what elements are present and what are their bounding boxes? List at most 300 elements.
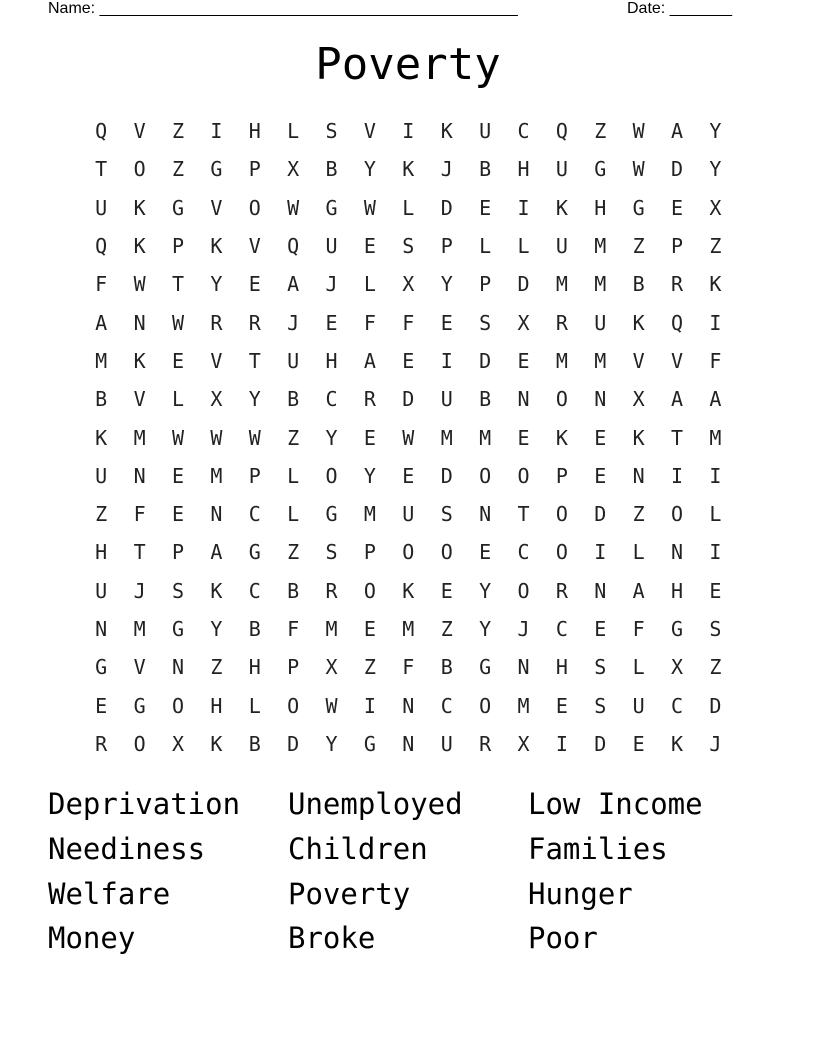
grid-letter: O bbox=[555, 540, 568, 565]
word-list-item: Families bbox=[528, 832, 668, 867]
grid-letter: I bbox=[517, 195, 530, 220]
grid-letter: N bbox=[171, 655, 184, 680]
grid-letter: W bbox=[632, 157, 645, 182]
grid-letter: K bbox=[671, 731, 684, 756]
grid-letter: M bbox=[133, 425, 146, 450]
grid-letter: N bbox=[671, 540, 684, 565]
grid-letter: F bbox=[402, 655, 415, 680]
grid-letter: O bbox=[133, 157, 146, 182]
grid-letter: A bbox=[632, 578, 645, 603]
grid-letter: E bbox=[171, 348, 184, 373]
grid-letter: T bbox=[517, 502, 530, 527]
grid-letter: D bbox=[440, 195, 453, 220]
grid-letter: E bbox=[171, 463, 184, 488]
grid-letter: M bbox=[555, 272, 568, 297]
grid-letter: C bbox=[248, 578, 261, 603]
grid-letter: B bbox=[479, 157, 492, 182]
grid-letter: L bbox=[287, 119, 300, 144]
word-list-item: Money bbox=[48, 921, 136, 956]
grid-letter: G bbox=[133, 693, 146, 718]
grid-letter: H bbox=[517, 157, 530, 182]
grid-letter: Z bbox=[594, 119, 607, 144]
grid-letter: Z bbox=[287, 425, 300, 450]
grid-letter: W bbox=[632, 119, 645, 144]
grid-letter: O bbox=[363, 578, 376, 603]
grid-letter: K bbox=[402, 157, 415, 182]
grid-letter: G bbox=[171, 617, 184, 641]
grid-letter: M bbox=[555, 348, 568, 373]
grid-letter: W bbox=[363, 195, 376, 220]
grid-letter: G bbox=[210, 157, 223, 182]
grid-letter: U bbox=[287, 348, 300, 373]
grid-letter: M bbox=[325, 617, 338, 641]
grid-letter: V bbox=[632, 348, 645, 373]
grid-letter: Z bbox=[632, 234, 645, 259]
grid-letter: I bbox=[709, 310, 722, 335]
word-list bbox=[48, 782, 768, 961]
grid-letter: V bbox=[210, 348, 223, 373]
grid-letter: E bbox=[709, 578, 722, 603]
grid-letter: J bbox=[133, 578, 146, 603]
grid-letter: I bbox=[440, 348, 453, 373]
grid-letter: W bbox=[402, 425, 415, 450]
grid-letter: D bbox=[594, 502, 607, 527]
grid-letter: S bbox=[594, 693, 607, 718]
grid-letter: R bbox=[363, 387, 376, 412]
grid-letter: N bbox=[133, 463, 146, 488]
grid-letter: B bbox=[287, 387, 300, 412]
grid-letter: M bbox=[402, 617, 415, 641]
grid-letter: U bbox=[594, 310, 607, 335]
grid-letter: Y bbox=[325, 425, 338, 450]
grid-letter: U bbox=[95, 578, 108, 603]
grid-letter: S bbox=[325, 119, 338, 144]
word-list-item: Low Income bbox=[528, 787, 703, 822]
grid-letter: R bbox=[479, 731, 492, 756]
grid-letter: V bbox=[671, 348, 684, 373]
grid-letter: N bbox=[95, 617, 108, 641]
grid-letter: F bbox=[287, 617, 300, 641]
grid-letter: X bbox=[671, 655, 684, 680]
grid-letter: E bbox=[440, 310, 453, 335]
grid-letter: Q bbox=[671, 310, 684, 335]
grid-letter: Q bbox=[287, 234, 300, 259]
grid-letter: U bbox=[479, 119, 492, 144]
grid-letter: E bbox=[479, 540, 492, 565]
grid-letter: A bbox=[671, 119, 684, 144]
grid-letter: I bbox=[709, 463, 722, 488]
grid-letter: E bbox=[402, 348, 415, 373]
grid-letter: Y bbox=[479, 617, 492, 641]
grid-letter: F bbox=[709, 348, 722, 373]
grid-letter: T bbox=[248, 348, 261, 373]
grid-letter: R bbox=[95, 731, 108, 756]
grid-letter: E bbox=[363, 234, 376, 259]
word-list-item: Poor bbox=[528, 921, 598, 956]
grid-letter: I bbox=[555, 731, 568, 756]
grid-letter: S bbox=[171, 578, 184, 603]
grid-letter: W bbox=[171, 310, 184, 335]
grid-letter: Z bbox=[709, 234, 722, 259]
grid-letter: I bbox=[671, 463, 684, 488]
grid-letter: K bbox=[210, 731, 223, 756]
grid-letter: L bbox=[287, 463, 300, 488]
grid-letter: B bbox=[248, 617, 261, 641]
grid-letter: S bbox=[440, 502, 453, 527]
grid-letter: X bbox=[325, 655, 338, 680]
grid-letter: E bbox=[325, 310, 338, 335]
grid-letter: G bbox=[671, 617, 684, 641]
grid-letter: G bbox=[171, 195, 184, 220]
grid-letter: X bbox=[517, 310, 530, 335]
grid-letter: R bbox=[325, 578, 338, 603]
grid-letter: V bbox=[210, 195, 223, 220]
grid-letter: F bbox=[632, 617, 645, 641]
grid-letter: D bbox=[479, 348, 492, 373]
grid-letter: V bbox=[363, 119, 376, 144]
grid-letter: T bbox=[671, 425, 684, 450]
grid-letter: P bbox=[287, 655, 300, 680]
grid-letter: Z bbox=[287, 540, 300, 565]
grid-letter: E bbox=[594, 617, 607, 641]
grid-letter: A bbox=[709, 387, 722, 412]
grid-letter: C bbox=[555, 617, 568, 641]
grid-letter: P bbox=[171, 540, 184, 565]
grid-letter: G bbox=[594, 157, 607, 182]
grid-letter: E bbox=[517, 425, 530, 450]
grid-letter: H bbox=[555, 655, 568, 680]
grid-letter: L bbox=[709, 502, 722, 527]
grid-letter: X bbox=[632, 387, 645, 412]
grid-letter: E bbox=[517, 348, 530, 373]
grid-letter: O bbox=[440, 540, 453, 565]
grid-letter: M bbox=[363, 502, 376, 527]
grid-letter: P bbox=[555, 463, 568, 488]
grid-letter: M bbox=[709, 425, 722, 450]
grid-letter: L bbox=[248, 693, 261, 718]
word-list-item: Deprivation bbox=[48, 787, 241, 822]
grid-letter: O bbox=[517, 578, 530, 603]
grid-letter: J bbox=[325, 272, 338, 297]
grid-letter: J bbox=[709, 731, 722, 756]
grid-letter: B bbox=[479, 387, 492, 412]
grid-letter: E bbox=[363, 425, 376, 450]
grid-letter: K bbox=[95, 425, 108, 450]
grid-letter: T bbox=[171, 272, 184, 297]
grid-letter: H bbox=[248, 655, 261, 680]
grid-letter: M bbox=[594, 348, 607, 373]
grid-letter: K bbox=[133, 348, 146, 373]
grid-letter: P bbox=[171, 234, 184, 259]
grid-letter: B bbox=[325, 157, 338, 182]
grid-letter: F bbox=[95, 272, 108, 297]
grid-letter: V bbox=[133, 655, 146, 680]
grid-letter: M bbox=[133, 617, 146, 641]
grid-letter: Y bbox=[363, 157, 376, 182]
grid-letter: Y bbox=[479, 578, 492, 603]
grid-letter: N bbox=[517, 387, 530, 412]
grid-letter: M bbox=[440, 425, 453, 450]
grid-letter: V bbox=[133, 387, 146, 412]
grid-letter: K bbox=[210, 234, 223, 259]
grid-letter: O bbox=[479, 693, 492, 718]
grid-letter: T bbox=[95, 157, 108, 182]
grid-letter: C bbox=[325, 387, 338, 412]
grid-letter: Q bbox=[95, 119, 108, 144]
grid-letter: Y bbox=[709, 157, 722, 182]
grid-letter: N bbox=[517, 655, 530, 680]
grid-letter: L bbox=[402, 195, 415, 220]
grid-letter: W bbox=[325, 693, 338, 718]
grid-letter: U bbox=[632, 693, 645, 718]
grid-letter: M bbox=[594, 234, 607, 259]
grid-letter: I bbox=[594, 540, 607, 565]
grid-letter: N bbox=[402, 693, 415, 718]
grid-letter: P bbox=[479, 272, 492, 297]
grid-letter: W bbox=[248, 425, 261, 450]
grid-letter: O bbox=[171, 693, 184, 718]
grid-letter: M bbox=[210, 463, 223, 488]
word-search-grid bbox=[82, 112, 735, 763]
grid-letter: G bbox=[95, 655, 108, 680]
grid-letter: E bbox=[440, 578, 453, 603]
grid-letter: S bbox=[325, 540, 338, 565]
grid-letter: W bbox=[287, 195, 300, 220]
grid-letter: D bbox=[440, 463, 453, 488]
grid-letter: U bbox=[440, 387, 453, 412]
grid-letter: P bbox=[248, 157, 261, 182]
grid-letter: B bbox=[95, 387, 108, 412]
grid-letter: G bbox=[479, 655, 492, 680]
grid-letter: S bbox=[402, 234, 415, 259]
grid-letter: D bbox=[287, 731, 300, 756]
grid-letter: L bbox=[287, 502, 300, 527]
grid-letter: E bbox=[594, 425, 607, 450]
grid-letter: M bbox=[594, 272, 607, 297]
word-list-item: Broke bbox=[288, 921, 376, 956]
grid-letter: A bbox=[95, 310, 108, 335]
word-list-item: Unemployed bbox=[288, 787, 463, 822]
grid-letter: U bbox=[402, 502, 415, 527]
grid-letter: U bbox=[440, 731, 453, 756]
grid-letter: O bbox=[325, 463, 338, 488]
grid-letter: H bbox=[671, 578, 684, 603]
grid-letter: U bbox=[95, 463, 108, 488]
grid-letter: K bbox=[632, 425, 645, 450]
grid-letter: N bbox=[594, 578, 607, 603]
grid-letter: K bbox=[632, 310, 645, 335]
grid-letter: Y bbox=[440, 272, 453, 297]
grid-letter: U bbox=[555, 157, 568, 182]
grid-letter: H bbox=[248, 119, 261, 144]
grid-letter: M bbox=[479, 425, 492, 450]
grid-letter: Z bbox=[210, 655, 223, 680]
grid-letter: I bbox=[363, 693, 376, 718]
word-list-item: Neediness bbox=[48, 832, 206, 867]
grid-letter: U bbox=[555, 234, 568, 259]
grid-letter: H bbox=[325, 348, 338, 373]
grid-letter: H bbox=[95, 540, 108, 565]
grid-letter: L bbox=[632, 540, 645, 565]
grid-letter: E bbox=[594, 463, 607, 488]
grid-letter: K bbox=[210, 578, 223, 603]
grid-letter: Y bbox=[325, 731, 338, 756]
grid-letter: W bbox=[210, 425, 223, 450]
grid-letter: D bbox=[709, 693, 722, 718]
header bbox=[0, 0, 816, 20]
grid-letter: O bbox=[248, 195, 261, 220]
grid-letter: M bbox=[95, 348, 108, 373]
grid-letter: Y bbox=[248, 387, 261, 412]
grid-letter: E bbox=[95, 693, 108, 718]
grid-letter: A bbox=[287, 272, 300, 297]
grid-letter: Z bbox=[171, 119, 184, 144]
grid-letter: P bbox=[363, 540, 376, 565]
grid-letter: G bbox=[325, 502, 338, 527]
grid-letter: C bbox=[517, 540, 530, 565]
grid-letter: Z bbox=[363, 655, 376, 680]
name-field-label[interactable]: Name: _______________________________________________ bbox=[48, 0, 518, 17]
grid-letter: I bbox=[402, 119, 415, 144]
grid-letter: A bbox=[671, 387, 684, 412]
grid-letter: O bbox=[133, 731, 146, 756]
grid-letter: I bbox=[210, 119, 223, 144]
grid-letter: F bbox=[363, 310, 376, 335]
grid-letter: N bbox=[632, 463, 645, 488]
grid-letter: E bbox=[555, 693, 568, 718]
grid-letter: Z bbox=[171, 157, 184, 182]
grid-letter: E bbox=[632, 731, 645, 756]
grid-letter: G bbox=[248, 540, 261, 565]
grid-letter: K bbox=[402, 578, 415, 603]
grid-letter: V bbox=[248, 234, 261, 259]
grid-letter: X bbox=[402, 272, 415, 297]
grid-letter: L bbox=[171, 387, 184, 412]
grid-letter: M bbox=[517, 693, 530, 718]
grid-letter: R bbox=[671, 272, 684, 297]
grid-letter: J bbox=[517, 617, 530, 641]
grid-letter: P bbox=[248, 463, 261, 488]
grid-letter: Y bbox=[210, 272, 223, 297]
grid-letter: F bbox=[133, 502, 146, 527]
grid-letter: Y bbox=[363, 463, 376, 488]
grid-letter: N bbox=[402, 731, 415, 756]
grid-letter: C bbox=[517, 119, 530, 144]
grid-letter: I bbox=[709, 540, 722, 565]
grid-letter: H bbox=[210, 693, 223, 718]
grid-letter: L bbox=[363, 272, 376, 297]
grid-letter: E bbox=[248, 272, 261, 297]
grid-letter: N bbox=[594, 387, 607, 412]
grid-letter: O bbox=[671, 502, 684, 527]
grid-letter: K bbox=[133, 234, 146, 259]
grid-letter: C bbox=[671, 693, 684, 718]
grid-letter: D bbox=[671, 157, 684, 182]
page-title: Poverty bbox=[315, 39, 501, 90]
grid-letter: S bbox=[479, 310, 492, 335]
grid-letter: O bbox=[555, 387, 568, 412]
grid-letter: S bbox=[594, 655, 607, 680]
grid-letter: B bbox=[287, 578, 300, 603]
grid-letter: W bbox=[133, 272, 146, 297]
grid-letter: V bbox=[133, 119, 146, 144]
grid-letter: Q bbox=[95, 234, 108, 259]
grid-letter: J bbox=[440, 157, 453, 182]
grid-letter: O bbox=[287, 693, 300, 718]
grid-letter: P bbox=[671, 234, 684, 259]
grid-letter: B bbox=[440, 655, 453, 680]
grid-letter: L bbox=[517, 234, 530, 259]
grid-letter: C bbox=[248, 502, 261, 527]
grid-letter: W bbox=[171, 425, 184, 450]
date-field-label[interactable]: Date: _______ bbox=[627, 0, 732, 17]
grid-letter: D bbox=[594, 731, 607, 756]
grid-letter: K bbox=[555, 425, 568, 450]
grid-letter: P bbox=[440, 234, 453, 259]
grid-letter: Y bbox=[709, 119, 722, 144]
grid-letter: X bbox=[287, 157, 300, 182]
grid-letter: Y bbox=[210, 617, 223, 641]
grid-letter: Q bbox=[555, 119, 568, 144]
grid-letter: G bbox=[325, 195, 338, 220]
grid-letter: Z bbox=[709, 655, 722, 680]
grid-letter: F bbox=[402, 310, 415, 335]
grid-letter: O bbox=[517, 463, 530, 488]
word-list-item: Welfare bbox=[48, 876, 171, 911]
grid-letter: U bbox=[95, 195, 108, 220]
grid-letter: N bbox=[479, 502, 492, 527]
grid-letter: A bbox=[363, 348, 376, 373]
grid-letter: U bbox=[325, 234, 338, 259]
word-list-item: Children bbox=[288, 832, 428, 867]
grid-letter: X bbox=[517, 731, 530, 756]
grid-letter: N bbox=[210, 502, 223, 527]
grid-letter: G bbox=[363, 731, 376, 756]
word-list-item: Hunger bbox=[528, 876, 633, 911]
grid-letter: Z bbox=[632, 502, 645, 527]
grid-letter: E bbox=[479, 195, 492, 220]
grid-letter: R bbox=[248, 310, 261, 335]
grid-letter: R bbox=[555, 578, 568, 603]
grid-letter: H bbox=[594, 195, 607, 220]
grid-letter: S bbox=[709, 617, 722, 641]
grid-letter: O bbox=[479, 463, 492, 488]
grid-letter: N bbox=[133, 310, 146, 335]
grid-letter: Z bbox=[440, 617, 453, 641]
grid-letter: K bbox=[555, 195, 568, 220]
grid-letter: E bbox=[671, 195, 684, 220]
grid-letter: X bbox=[171, 731, 184, 756]
grid-letter: T bbox=[133, 540, 146, 565]
grid-letter: E bbox=[363, 617, 376, 641]
word-list-item: Poverty bbox=[288, 876, 411, 911]
grid-letter: B bbox=[632, 272, 645, 297]
grid-letter: O bbox=[402, 540, 415, 565]
grid-letter: K bbox=[440, 119, 453, 144]
grid-letter: B bbox=[248, 731, 261, 756]
grid-letter: R bbox=[210, 310, 223, 335]
grid-letter: R bbox=[555, 310, 568, 335]
grid-letter: Z bbox=[95, 502, 108, 527]
grid-letter: A bbox=[210, 540, 223, 565]
grid-letter: J bbox=[287, 310, 300, 335]
grid-letter: O bbox=[555, 502, 568, 527]
grid-letter: L bbox=[632, 655, 645, 680]
grid-letter: X bbox=[709, 195, 722, 220]
grid-letter: X bbox=[210, 387, 223, 412]
grid-letter: D bbox=[517, 272, 530, 297]
grid-letter: C bbox=[440, 693, 453, 718]
